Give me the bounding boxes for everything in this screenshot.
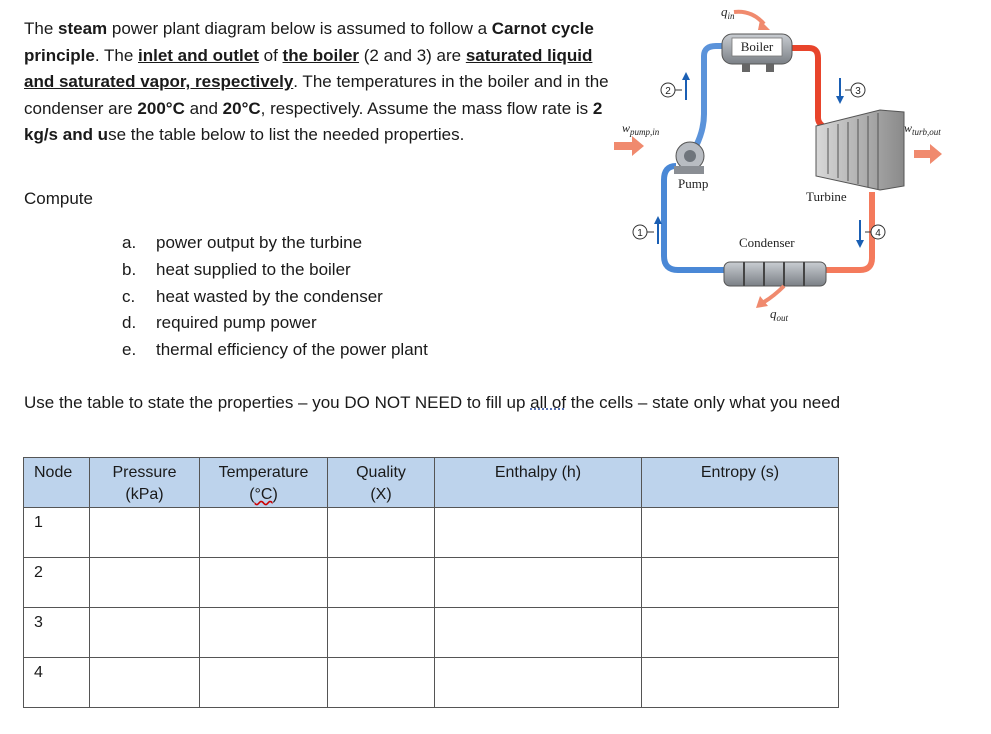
quality-cell[interactable] [328, 658, 435, 708]
instruction-text: the cells – state only what you need [566, 393, 841, 412]
boiler [722, 34, 792, 72]
svg-text:1: 1 [637, 228, 643, 239]
power-plant-diagram [604, 0, 991, 330]
q-in-arrow [734, 12, 764, 24]
intro-bold: 200°C [137, 98, 185, 118]
header-temperature-label: Temperature [218, 464, 309, 481]
intro-bold: 2 kg/s and u [24, 98, 603, 145]
boiler-label: Boiler [740, 39, 774, 54]
entropy-cell[interactable] [642, 658, 839, 708]
temperature-cell[interactable] [200, 558, 328, 608]
cold-pipe-upper [696, 46, 722, 146]
temperature-cell[interactable] [200, 658, 328, 708]
pressure-cell[interactable] [90, 608, 200, 658]
table-row [24, 608, 839, 658]
condenser [724, 235, 826, 286]
table-row [24, 558, 839, 608]
header-temperature-unit: °C [254, 486, 273, 503]
header-quality [328, 458, 435, 508]
quality-cell[interactable] [328, 558, 435, 608]
task-text: power output by the turbine [156, 233, 363, 252]
svg-text:2: 2 [665, 86, 671, 97]
state-marker-1 [633, 216, 662, 244]
task-text: heat wasted by the condenser [156, 286, 383, 306]
intro-text: and [184, 98, 223, 118]
condenser-label: Condenser [739, 235, 795, 250]
task-letter: e. [122, 340, 137, 360]
entropy-cell[interactable] [642, 558, 839, 608]
pump [674, 142, 708, 191]
header-enthalpy: Enthalpy (h) [435, 458, 642, 508]
intro-text: . The [94, 45, 139, 65]
header-temperature-unit-open: ( [249, 486, 255, 503]
header-pressure [90, 458, 200, 508]
header-pressure-unit: (kPa) [125, 486, 164, 503]
node-cell: 1 [24, 508, 90, 558]
intro-text: power plant diagram below is assumed to follow a [107, 19, 492, 38]
entropy-cell[interactable] [642, 508, 839, 558]
task-text: heat supplied to the boiler [156, 259, 351, 279]
intro-text: (2 and 3) are [359, 45, 466, 65]
task-letter: b. [122, 259, 137, 279]
node-cell: 3 [24, 608, 90, 658]
table-instructions [24, 390, 904, 415]
turbine-label: Turbine [806, 189, 847, 204]
pump-label: Pump [678, 176, 709, 191]
w-turb-arrow [914, 144, 942, 164]
instruction-text: Use the table to state the properties – you DO NOT NEED to fill up [24, 393, 531, 412]
task-item [122, 284, 428, 311]
enthalpy-cell[interactable] [435, 508, 642, 558]
task-list [122, 230, 428, 364]
problem-statement [24, 16, 614, 149]
intro-underlined: inlet and outlet [138, 45, 259, 65]
pressure-cell[interactable] [90, 558, 200, 608]
task-text: thermal efficiency of the power plant [156, 340, 428, 360]
intro-underlined: saturated liquid and saturated vapor, respectively [24, 45, 593, 92]
header-pressure-label: Pressure [112, 464, 177, 481]
q-out-arrow [764, 286, 784, 302]
hot-pipe [789, 48, 818, 118]
entropy-cell[interactable] [642, 608, 839, 658]
task-item [122, 310, 428, 337]
enthalpy-cell[interactable] [435, 608, 642, 658]
node-cell: 4 [24, 658, 90, 708]
enthalpy-cell[interactable] [435, 558, 642, 608]
enthalpy-cell[interactable] [435, 658, 642, 708]
task-text: required pump power [156, 313, 317, 333]
properties-table [23, 457, 839, 708]
task-letter: d. [122, 313, 137, 333]
intro-text: of [258, 45, 283, 65]
task-letter: a. [122, 233, 137, 252]
w-pump-arrow [614, 136, 644, 156]
w-turb-label: $w_{turb,out}$ [904, 121, 941, 137]
quality-cell[interactable] [328, 508, 435, 558]
intro-bold: steam [58, 19, 108, 38]
q-in-label: $q_{in}$ [721, 4, 735, 21]
pressure-cell[interactable] [90, 658, 200, 708]
q-out-label: $q_{out}$ [770, 306, 789, 323]
state-marker-3 [836, 78, 865, 104]
header-quality-label: Quality [356, 464, 406, 481]
quality-cell[interactable] [328, 608, 435, 658]
table-row [24, 508, 839, 558]
w-pump-label: $w_{pump,in}$ [622, 121, 660, 137]
svg-text:3: 3 [855, 86, 861, 97]
temperature-cell[interactable] [200, 508, 328, 558]
intro-underlined: the boiler [282, 45, 360, 65]
intro-text: . The temperatures in the boiler and in the condenser are [24, 72, 609, 118]
intro-bold: 20°C [222, 98, 261, 118]
header-temperature [200, 458, 328, 508]
task-item [122, 337, 428, 364]
intro-text: se the table below to list the needed properties. [108, 125, 465, 145]
table-header-row [24, 458, 839, 508]
table-row [24, 658, 839, 708]
header-temperature-unit-close: ) [272, 486, 278, 503]
compute-label: Compute [24, 189, 93, 208]
intro-text: , respectively. Assume the mass flow rate is [260, 98, 593, 118]
svg-text:4: 4 [875, 228, 881, 239]
header-quality-unit: (X) [370, 486, 392, 503]
node-cell: 2 [24, 558, 90, 608]
state-marker-2 [661, 72, 690, 100]
task-item [122, 257, 428, 284]
instruction-dotted: all of [530, 393, 567, 412]
header-entropy: Entropy (s) [642, 458, 839, 508]
temperature-cell[interactable] [200, 608, 328, 658]
intro-text: The [24, 19, 59, 38]
header-node: Node [24, 458, 90, 508]
task-letter: c. [122, 286, 136, 306]
pressure-cell[interactable] [90, 508, 200, 558]
intro-bold: Carnot cycle principle [24, 19, 594, 65]
task-item [122, 230, 428, 257]
